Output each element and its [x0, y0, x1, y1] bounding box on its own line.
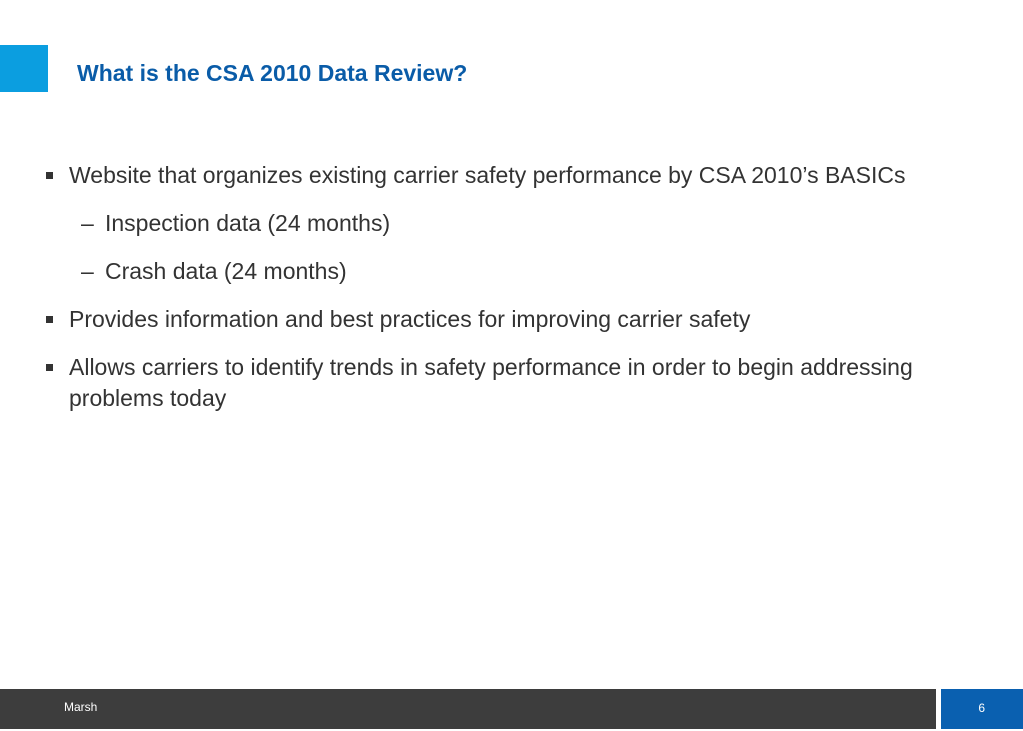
- bullet-item: [42, 160, 942, 191]
- sub-bullet-text: Crash data (24 months): [105, 258, 347, 284]
- sub-bullet-text: Inspection data (24 months): [105, 210, 391, 236]
- square-bullet-icon: [46, 316, 53, 323]
- sub-bullet-item: [42, 208, 942, 239]
- footer-bar: [0, 689, 936, 729]
- page-number-box: [941, 689, 1023, 729]
- dash-bullet-icon: –: [81, 210, 94, 236]
- footer-brand: Marsh: [64, 700, 98, 714]
- bullet-text: Allows carriers to identify trends in safety performance in order to begin addressing problems today: [69, 354, 913, 411]
- bullet-list: [42, 160, 942, 431]
- dash-bullet-icon: –: [81, 258, 94, 284]
- sub-bullet-item: [42, 256, 942, 287]
- bullet-item: [42, 304, 942, 335]
- bullet-text: Website that organizes existing carrier safety performance by CSA 2010’s BASICs: [69, 162, 906, 188]
- square-bullet-icon: [46, 364, 53, 371]
- bullet-text: Provides information and best practices for improving carrier safety: [69, 306, 751, 332]
- bullet-item: [42, 352, 942, 414]
- title-accent-block: [0, 45, 48, 92]
- square-bullet-icon: [46, 172, 53, 179]
- slide-title: What is the CSA 2010 Data Review?: [77, 60, 468, 86]
- page-number: 6: [978, 701, 985, 715]
